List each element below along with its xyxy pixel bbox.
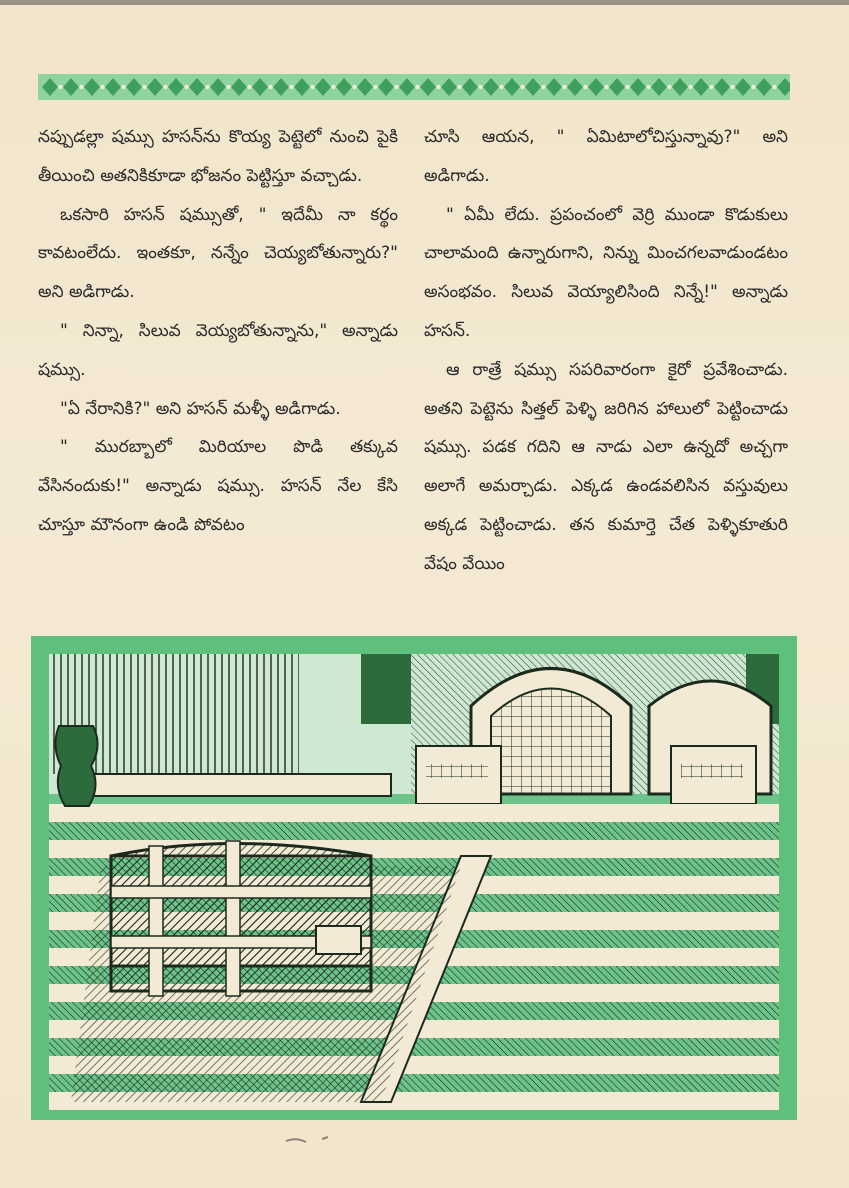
paragraph: "ఏ నేరానికి?" అని హసన్ మళ్ళీ అడిగాడు. [60, 398, 341, 419]
paragraph: నప్పుడల్లా షమ్సు హసన్‌ను కొయ్య పెట్టెలో నుంచి పైకి తీయించి అతనికికూడా భోజనం పెట్టిస్తూ వచ్చాడు. [38, 127, 398, 186]
paragraph: ఆ రాత్రే షమ్సు సపరివారంగా కైరో ప్రవేశించాడు. అతని పెట్టెను సిత్తల్ పెళ్ళి జరిగిన హాలులో పెట్టించాడు షమ్సు. పడక గదిని ఆ నాడు ఎలా ఉన్నదో అచ్చగా అలాగే అమర్చాడు. ఎక్కడ ఉండవలిసిన వస్తువులు అక్కడ పెట్టించాడు. తన కుమార్తె చేత పెళ్ళికూతురి వేషం వేయిం [424, 359, 788, 574]
paragraph: " నిన్నా, సిలువ వెయ్యబోతున్నాను," అన్నాడు షమ్సు. [38, 320, 398, 380]
paragraph: " మురబ్బాలో మిరియాల పొడి తక్కువ వేసినందుకు!" అన్నాడు షమ్సు. హసన్ నేల కేసి చూస్తూ మౌనంగా ఉండి పోవటం [38, 437, 398, 535]
paragraph: " ఏమీ లేదు. ప్రపంచంలో వెర్రి ముండా కొడుకులు చాలామంది ఉన్నారుగాని, నిన్ను మించగలవాడుండటం అసంభవం. సిలువ వెయ్యాలిసింది నిన్నే!" అన్నాడు హసన్. [424, 204, 788, 341]
paragraph: ఒకసారి హసన్ షమ్సుతో, " ఇదేమీ నా కర్థం కావటంలేదు. ఇంతకూ, నన్నేం చెయ్యబోతున్నారు?" అని అడిగాడు. [38, 204, 398, 303]
page-speck [282, 1133, 342, 1147]
page-top-edge [0, 0, 849, 5]
text-column-right [424, 118, 788, 584]
decorative-border [38, 74, 790, 100]
wooden-chest-drawing [111, 841, 371, 996]
text-column-left [38, 118, 398, 545]
story-illustration [31, 636, 797, 1120]
paragraph: చూసి ఆయన, " ఏమిటాలోచిస్తున్నావు?" అని అడిగాడు. [424, 127, 788, 186]
palace-hall-illustration [31, 636, 797, 1120]
